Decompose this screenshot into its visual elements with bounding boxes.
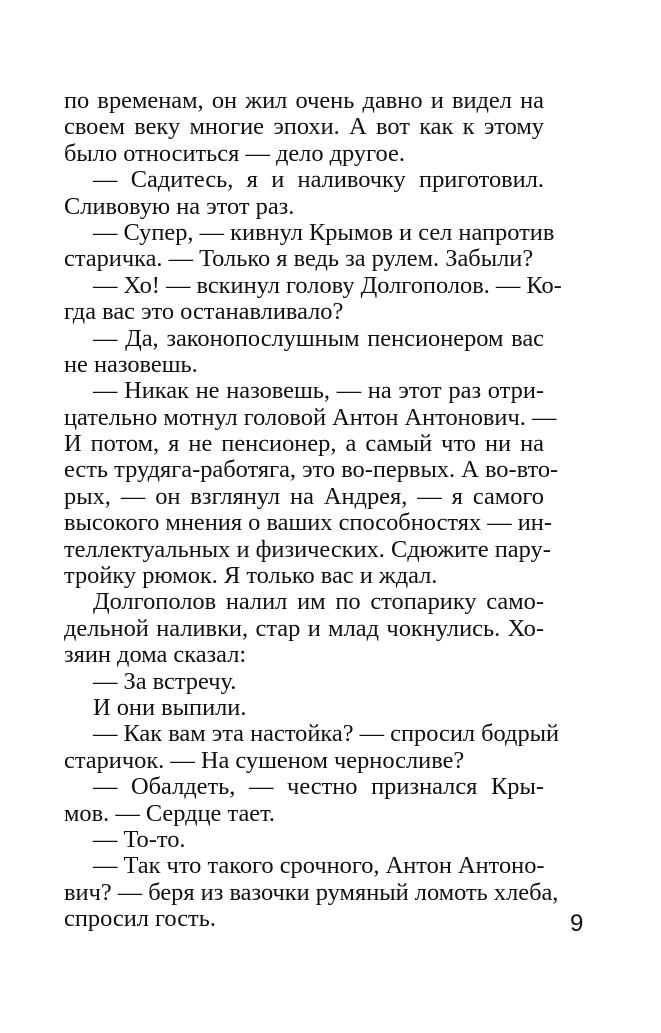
- text-line: — Хо! — вскинул голову Долгополов. — Ко-: [93, 271, 562, 299]
- text-line: высокого мнения о ваших способностях — ин-: [64, 509, 552, 537]
- text-line: своем веку многие эпохи. А вот как к этому: [64, 113, 544, 141]
- text-line: рых, — он взглянул на Андрея, — я самого: [64, 482, 544, 510]
- text-line: — Никак не назовешь, — на этот раз отри-: [93, 377, 544, 405]
- text-line: зяин дома сказал:: [64, 641, 247, 669]
- text-line: по временам, он жил очень давно и видел на: [64, 87, 544, 114]
- text-line: И они выпили.: [93, 693, 247, 721]
- text-line: не назовешь.: [64, 350, 198, 378]
- text-line: теллектуальных и физических. Сдюжите пару-: [64, 535, 551, 563]
- text-line: Долгополов налил им по стопарику само-: [93, 588, 544, 616]
- text-line: есть трудяга-работяга, это во-первых. А во-вто-: [64, 456, 559, 484]
- text-line: — Супер, — кивнул Крымов и сел напротив: [93, 218, 555, 246]
- text-line: было относиться — дело другое.: [64, 139, 405, 167]
- text-line: дельной наливки, стар и млад чокнулись. Хо-: [64, 614, 544, 642]
- text-line: старичка. — Только я ведь за рулем. Забыли?: [64, 245, 534, 273]
- text-line: — Как вам эта настойка? — спросил бодрый: [93, 720, 560, 748]
- text-line: — Да, законопослушным пенсионером вас: [93, 324, 544, 352]
- text-line: тройку рюмок. Я только вас и ждал.: [64, 562, 438, 590]
- text-line: И потом, я не пенсионер, а самый что ни на: [64, 430, 544, 458]
- body-text: [64, 87, 562, 933]
- text-line: — Садитесь, я и наливочку приготовил.: [93, 166, 544, 194]
- text-line: вич? — беря из вазочки румяный ломоть хлеба,: [64, 878, 559, 906]
- text-line: гда вас это останавливало?: [64, 298, 344, 326]
- text-line: цательно мотнул головой Антон Антонович. —: [64, 403, 557, 431]
- text-line: Сливовую на этот раз.: [64, 192, 295, 220]
- text-line: старичок. — На сушеном черносливе?: [64, 746, 465, 774]
- text-line: — За встречу.: [93, 667, 237, 695]
- text-line: мов. — Сердце тает.: [64, 799, 276, 827]
- text-line: — Так что такого срочного, Антон Антоно-: [93, 852, 545, 880]
- text-line: — То-то.: [93, 825, 186, 853]
- text-line: спросил гость.: [64, 905, 216, 933]
- page-number: 9: [570, 910, 584, 937]
- text-line: — Обалдеть, — честно признался Кры-: [93, 773, 544, 801]
